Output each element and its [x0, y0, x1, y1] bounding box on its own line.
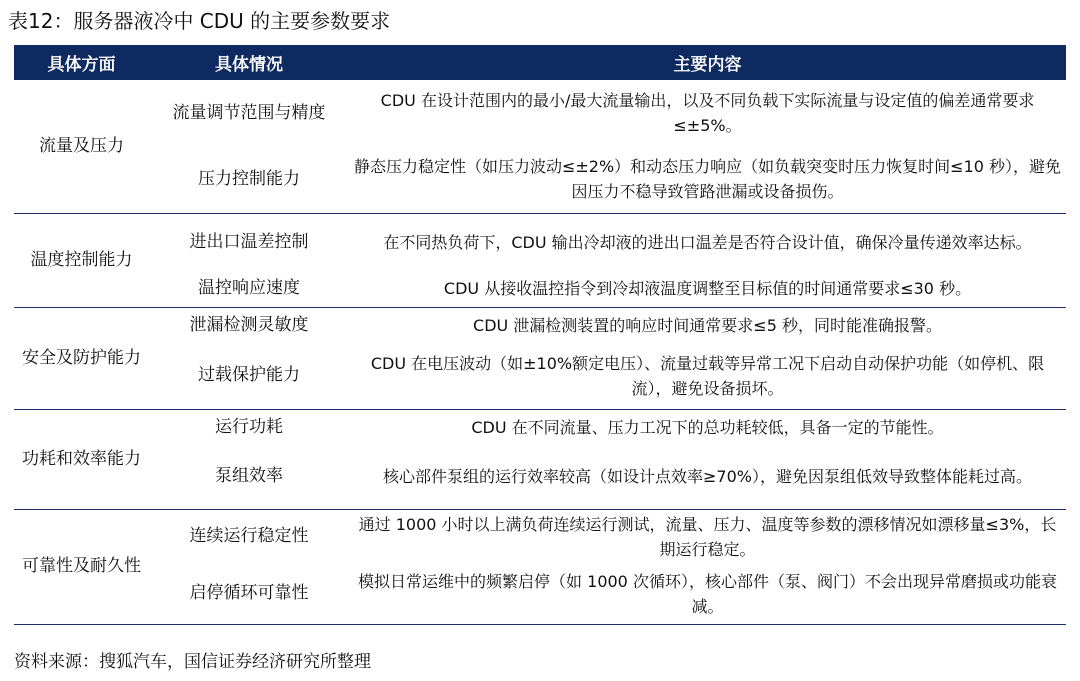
detail-cell: 过载保护能力: [149, 343, 349, 409]
aspect-cell: 温度控制能力: [14, 213, 149, 307]
table-row: [14, 213, 1066, 271]
content-cell: CDU 从接收温控指令到冷却液温度调整至目标值的时间通常要求≤30 秒。: [349, 271, 1066, 307]
aspect-cell: 可靠性及耐久性: [14, 509, 149, 624]
aspect-cell: 功耗和效率能力: [14, 409, 149, 509]
detail-cell: 启停循环可靠性: [149, 564, 349, 624]
detail-cell: 泄漏检测灵敏度: [189, 314, 309, 335]
cdu-parameter-table: [14, 45, 1066, 625]
table-row: [14, 307, 1066, 343]
header-content: 主要内容: [349, 45, 1066, 80]
content-cell: 静态压力稳定性（如压力波动≤±2%）和动态压力响应（如负载突变时压力恢复时间≤10 秒），避免因压力不稳导致管路泄漏或设备损伤。: [349, 146, 1066, 213]
detail-cell: 流量调节范围与精度: [172, 102, 326, 123]
content-cell: 在不同热负荷下，CDU 输出冷却液的进出口温差是否符合设计值，确保冷量传递效率达标。: [383, 232, 1032, 252]
table-row: [14, 80, 1066, 146]
table-title: 表12：服务器液冷中 CDU 的主要参数要求: [8, 9, 391, 33]
table-row: [14, 271, 1066, 307]
detail-cell: 温控响应速度: [149, 271, 349, 307]
table-row: [14, 409, 1066, 445]
detail-cell: 进出口温差控制: [189, 231, 309, 252]
detail-cell: 压力控制能力: [149, 146, 349, 213]
detail-cell: 泵组效率: [149, 445, 349, 509]
header-detail: 具体情况: [149, 45, 349, 80]
content-cell: CDU 在设计范围内的最小/最大流量输出，以及不同负载下实际流量与设定值的偏差通常要求≤±5%。: [380, 91, 1035, 135]
content-cell: CDU 在电压波动（如±10%额定电压）、流量过载等异常工况下启动自动保护功能（如停机、限流），避免设备损坏。: [349, 343, 1066, 409]
aspect-cell: 流量及压力: [14, 80, 149, 213]
detail-cell: 连续运行稳定性: [189, 526, 309, 547]
source-note: 资料来源：搜狐汽车，国信证券经济研究所整理: [14, 652, 371, 672]
table-row: [14, 445, 1066, 509]
table-header-row: [14, 45, 1066, 80]
table-row: [14, 564, 1066, 624]
detail-cell: 运行功耗: [215, 416, 283, 437]
table-row: [14, 146, 1066, 213]
aspect-cell: 安全及防护能力: [14, 307, 149, 409]
content-cell: CDU 泄漏检测装置的响应时间通常要求≤5 秒，同时能准确报警。: [473, 315, 942, 335]
content-cell: CDU 在不同流量、压力工况下的总功耗较低，具备一定的节能性。: [471, 417, 944, 437]
content-cell: 模拟日常运维中的频繁启停（如 1000 次循环），核心部件（泵、阀门）不会出现异常磨损或功能衰减。: [349, 564, 1066, 624]
content-cell: 核心部件泵组的运行效率较高（如设计点效率≥70%），避免因泵组低效导致整体能耗过高。: [349, 445, 1066, 509]
table-row: [14, 509, 1066, 564]
content-cell: 通过 1000 小时以上满负荷连续运行测试，流量、压力、温度等参数的漂移情况如漂移量≤3%，长期运行稳定。: [358, 514, 1057, 559]
header-aspect: 具体方面: [14, 45, 149, 80]
table-row: [14, 343, 1066, 409]
